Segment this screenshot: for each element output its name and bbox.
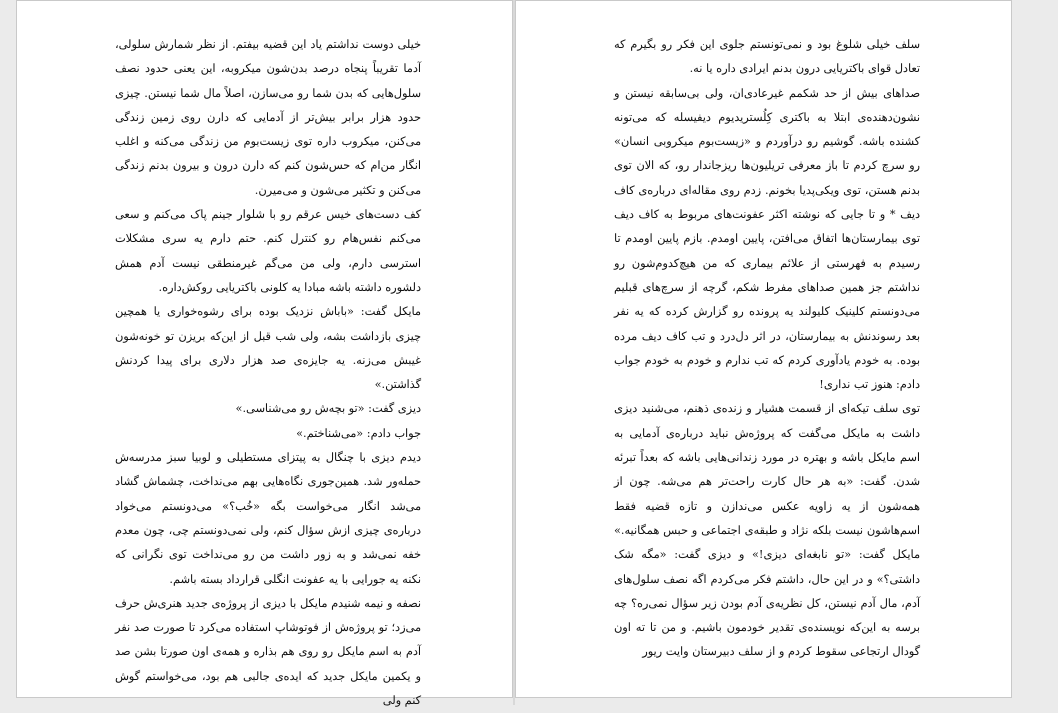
- left-page: [16, 0, 513, 708]
- paragraph: توی سلف تیکه‌ای از قسمت هشیار و زنده‌ی ذهنم، می‌شنید دیزی داشت به مایکل می‌گفت که پروژه‌ش نباید درباره‌ی آدمایی به اسم مایکل باشه و بهتره در مورد زندانی‌هایی باشه که بعداً تبرئه شدن. گفت: «به هر حال کارت راحت‌تر هم می‌شه. چون از همه‌شون از یه زاویه عکس می‌ندازن و تازه قضیه فقط اسم‌هاشون نیست بلکه نژاد و طبقه‌ی اجتماعی و حبس همگانیه.» مایکل گفت: «تو نابغه‌ای دیزی!» و دیزی گفت: «مگه شک داشتی؟» و در این حال، داشتم فکر می‌کردم اگه نصف سلول‌های آدم، مال آدم نیستن، کل نظریه‌ی آدم بودن زیر سؤال نمی‌ره؟ چه برسه به این‌که نویسنده‌ی تقدیر خودمون باشیم. و من تا ته اون گودال ارتجاعی سقوط کردم و از سلف دبیرستان وایت ریور: [614, 402, 920, 659]
- paragraph: صداهای بیش از حد شکمم غیرعادی‌ان، ولی بی‌سابقه نیستن و نشون‌دهنده‌ی ابتلا به باکتری کِلُستریدیوم دیفیسله که می‌تونه کشنده باشه. گوشیم رو درآوردم و «زیست‌بوم میکروبی انسان» رو سرچ کردم تا باز معرفی تریلیون‌ها ریزجاندار رو، که الان توی بدنم هستن، توی ویکی‌پدیا بخونم. زدم روی مقاله‌ای درباره‌ی کاف دیف * و تا جایی که نوشته اکثر عفونت‌های مربوط به کاف دیف توی بیمارستان‌ها اتفاق می‌افتن، پایین اومدم. بازم پایین اومدم تا رسیدم به فهرستی از علائم بیماری که من هیچ‌کدوم‌شون رو نداشتم جز همین صداهای مفرط شکم، گرچه از سرچ‌های قبلیم می‌دونستم کلینیک کلیولند یه پرونده رو گزارش کرده که یه نفر بعد رسوندنش به بیمارستان، در اثر دل‌درد و تب کاف دیف مرده بوده. به خودم یادآوری کردم که تب ندارم و خودم به خودم جواب دادم: هنوز تب نداری!: [614, 86, 920, 392]
- right-page: [515, 0, 1012, 698]
- paragraph: مایکل گفت: «باباش نزدیک بوده برای رشوه‌خواری یا همچین چیزی بازداشت بشه، ولی شب قبل از این‌که بریزن تو خونه‌شون غیبش می‌زنه. یه جایزه‌ی صد هزار دلاری برای پیدا کردنش گذاشتن.»: [115, 305, 421, 392]
- paragraph: نصفه و نیمه شنیدم مایکل با دیزی از پروژه‌ی جدید هنری‌ش حرف می‌زد؛ تو پروژه‌ش از فوتوشاپ استفاده می‌کرد تا صورت صد نفر آدم به اسم مایکل رو روی هم بذاره و همه‌ی اون صورتا بشن صد و یکمین مایکل جدید که ایده‌ی جالبی هم بود، می‌خواستم گوش کنم ولی: [115, 596, 421, 708]
- paragraph: دیدم دیزی با چنگال به پیتزای مستطیلی و لوبیا سبز مدرسه‌ش حمله‌ور شد. همین‌جوری نگاه‌هایی بهم می‌نداخت، چشماش گشاد می‌شد انگار می‌خواست بگه «خُب؟» می‌دونستم می‌خواد درباره‌ی چیزی ازش سؤال کنم، ولی نمی‌دونستم چی، چون معدم خفه نمی‌شد و به زور داشت من رو می‌نداخت توی نگرانی که نکنه یه جورایی با یه عفونت انگلی قرارداد بسته باشم.: [115, 451, 421, 586]
- left-page-text: [115, 33, 421, 713]
- paragraph: کف دست‌های خیس عرقم رو با شلوار جینم پاک می‌کنم و سعی می‌کنم نفس‌هام رو کنترل کنم. حتم دارم یه سری مشکلات استرسی دارم، ولی من می‌گم غیرمنطقی نیست آدم همش دلشوره داشته باشه مبادا یه کلونی باکتریایی روکش‌داره.: [115, 208, 421, 294]
- paragraph: جواب دادم: «می‌شناختم.»: [296, 426, 421, 440]
- paragraph: دیزی گفت: «تو بچه‌ش رو می‌شناسی.»: [235, 402, 421, 416]
- paragraph: خیلی دوست نداشتم یاد این قضیه بیفتم. از نظر شمارش سلولی، آدما تقریباً پنجاه درصد بدن‌شون میکروبه، این یعنی حدود نصف سلول‌هایی که بدن شما رو می‌سازن، اصلاً مال شما نیستن. چیزی حدود هزار برابر بیش‌تر از آدمایی که دارن روی زمین زندگی می‌کنن، میکروب داره توی زیست‌بوم من زندگی می‌کنه و اغلب انگار من‌ام که حس‌شون کنم که دارن درون و بیرون بدنم زندگی می‌کنن و تکثیر می‌شون و می‌میرن.: [115, 38, 421, 197]
- right-page-text: [614, 33, 920, 665]
- paragraph: سلف خیلی شلوغ بود و نمی‌تونستم جلوی این فکر رو بگیرم که تعادل قوای باکتریایی درون بدنم ایرادی داره یا نه.: [614, 38, 920, 76]
